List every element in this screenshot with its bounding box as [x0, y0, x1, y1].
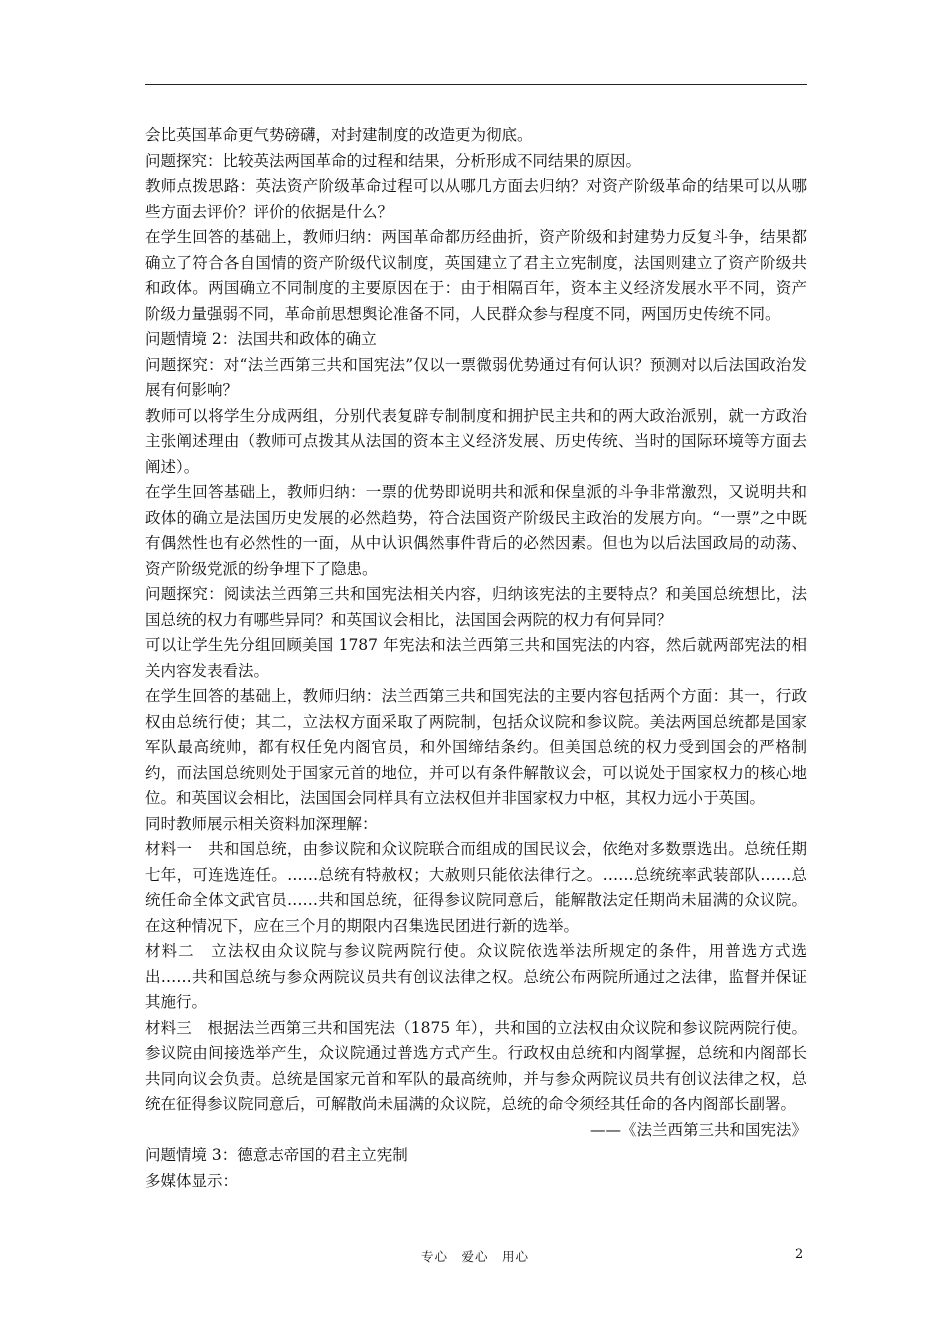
header-rule: [145, 84, 807, 85]
paragraph: 同时教师展示相关资料加深理解：: [145, 814, 378, 833]
paragraph: 问题探究：阅读法兰西第三共和国宪法相关内容，归纳该宪法的主要特点？和美国总统想比，法国总统的权力有哪些异同？和英国议会相比，法国国会两院的权力有何异同？: [145, 585, 807, 629]
paragraph: 多媒体显示：: [145, 1171, 239, 1190]
source-citation: ——《法兰西第三共和国宪法》: [589, 1120, 807, 1139]
paragraph: 会比英国革命更气势磅礴，对封建制度的改造更为彻底。: [145, 126, 533, 144]
paragraph: 在学生回答的基础上，教师归纳：法兰西第三共和国宪法的主要内容包括两个方面：其一，行政权由总统行使；其二，立法权方面采取了两院制，包括众议院和参议院。美法两国总统都是国家军队最高统帅，都有权任免内阁官员，和外国缔结条约。但美国总统的权力受到国会的严格制约，而法国总统则处于国家元首的地位，并可以有条件解散议会，可以说处于国家权力的核心地位。和英国议会相比，法国国会同样具有立法权但并非国家权力中枢，其权力远小于英国。: [145, 687, 807, 807]
paragraph: 教师可以将学生分成两组，分别代表复辟专制制度和拥护民主共和的两大政治派别，就一方政治主张阐述理由（教师可点拨其从法国的资本主义经济发展、历史传统、当时的国际环境等方面去阐述）。: [145, 406, 807, 476]
document-body: [145, 123, 807, 1194]
page-number: 2: [795, 1247, 804, 1262]
paragraph: 在学生回答基础上，教师归纳：一票的优势即说明共和派和保皇派的斗争非常激烈，又说明共和政体的确立是法国历史发展的必然趋势，符合法国资产阶级民主政治的发展方向。“一票”之中既有偶然性也有必然性的一面，从中认识偶然事件背后的必然因素。但也为以后法国政局的动荡、资产阶级党派的纷争埋下了隐患。: [145, 483, 807, 578]
material-one: 材料一 共和国总统，由参议院和众议院联合而组成的国民议会，依绝对多数票选出。总统任期七年，可连选连任。……总统有特赦权；大赦则只能依法律行之。……总统统率武装部队……总统任命全体文武官员……共和国总统，征得参议院同意后，能解散法定任期尚未届满的众议院。在这种情况下，应在三个月的期限内召集选民团进行新的选举。: [145, 840, 807, 935]
section-heading: 问题情境 3：德意志帝国的君主立宪制: [145, 1146, 408, 1164]
paragraph: 问题探究：对“法兰西第三共和国宪法”仅以一票微弱优势通过有何认识？预测对以后法国政治发展有何影响？: [145, 355, 807, 399]
paragraph: 教师点拨思路：英法资产阶级革命过程可以从哪几方面去归纳？对资产阶级革命的结果可以从哪些方面去评价？评价的依据是什么？: [145, 177, 807, 221]
material-two: 材料二 立法权由众议院与参议院两院行使。众议院依选举法所规定的条件，用普选方式选出……共和国总统与参众两院议员共有创议法律之权。总统公布两院所通过之法律，监督并保证其施行。: [145, 942, 807, 1011]
section-heading: 问题情境 2：法国共和政体的确立: [145, 330, 377, 348]
footer-motto: 专心 爱心 用心: [420, 1249, 529, 1264]
paragraph: 问题探究：比较英法两国革命的过程和结果，分析形成不同结果的原因。: [145, 151, 642, 170]
paragraph: 可以让学生先分组回顾美国 1787 年宪法和法兰西第三共和国宪法的内容，然后就两部宪法的相关内容发表看法。: [145, 636, 807, 680]
paragraph: 在学生回答的基础上，教师归纳：两国革命都历经曲折，资产阶级和封建势力反复斗争，结果都确立了符合各自国情的资产阶级代议制度，英国建立了君主立宪制度，法国则建立了资产阶级共和政体。两国确立不同制度的主要原因在于：由于相隔百年，资本主义经济发展水平不同，资产阶级力量强弱不同，革命前思想舆论准备不同，人民群众参与程度不同，两国历史传统不同。: [145, 228, 807, 323]
material-three: 材料三 根据法兰西第三共和国宪法（1875 年），共和国的立法权由众议院和参议院两院行使。参议院由间接选举产生，众议院通过普选方式产生。行政权由总统和内阁掌握，总统和内阁部长共同向议会负责。总统是国家元首和军队的最高统帅，并与参众两院议员共有创议法律之权，总统在征得参议院同意后，可解散尚未届满的众议院，总统的命令须经其任命的各内阁部长副署。: [145, 1018, 807, 1113]
